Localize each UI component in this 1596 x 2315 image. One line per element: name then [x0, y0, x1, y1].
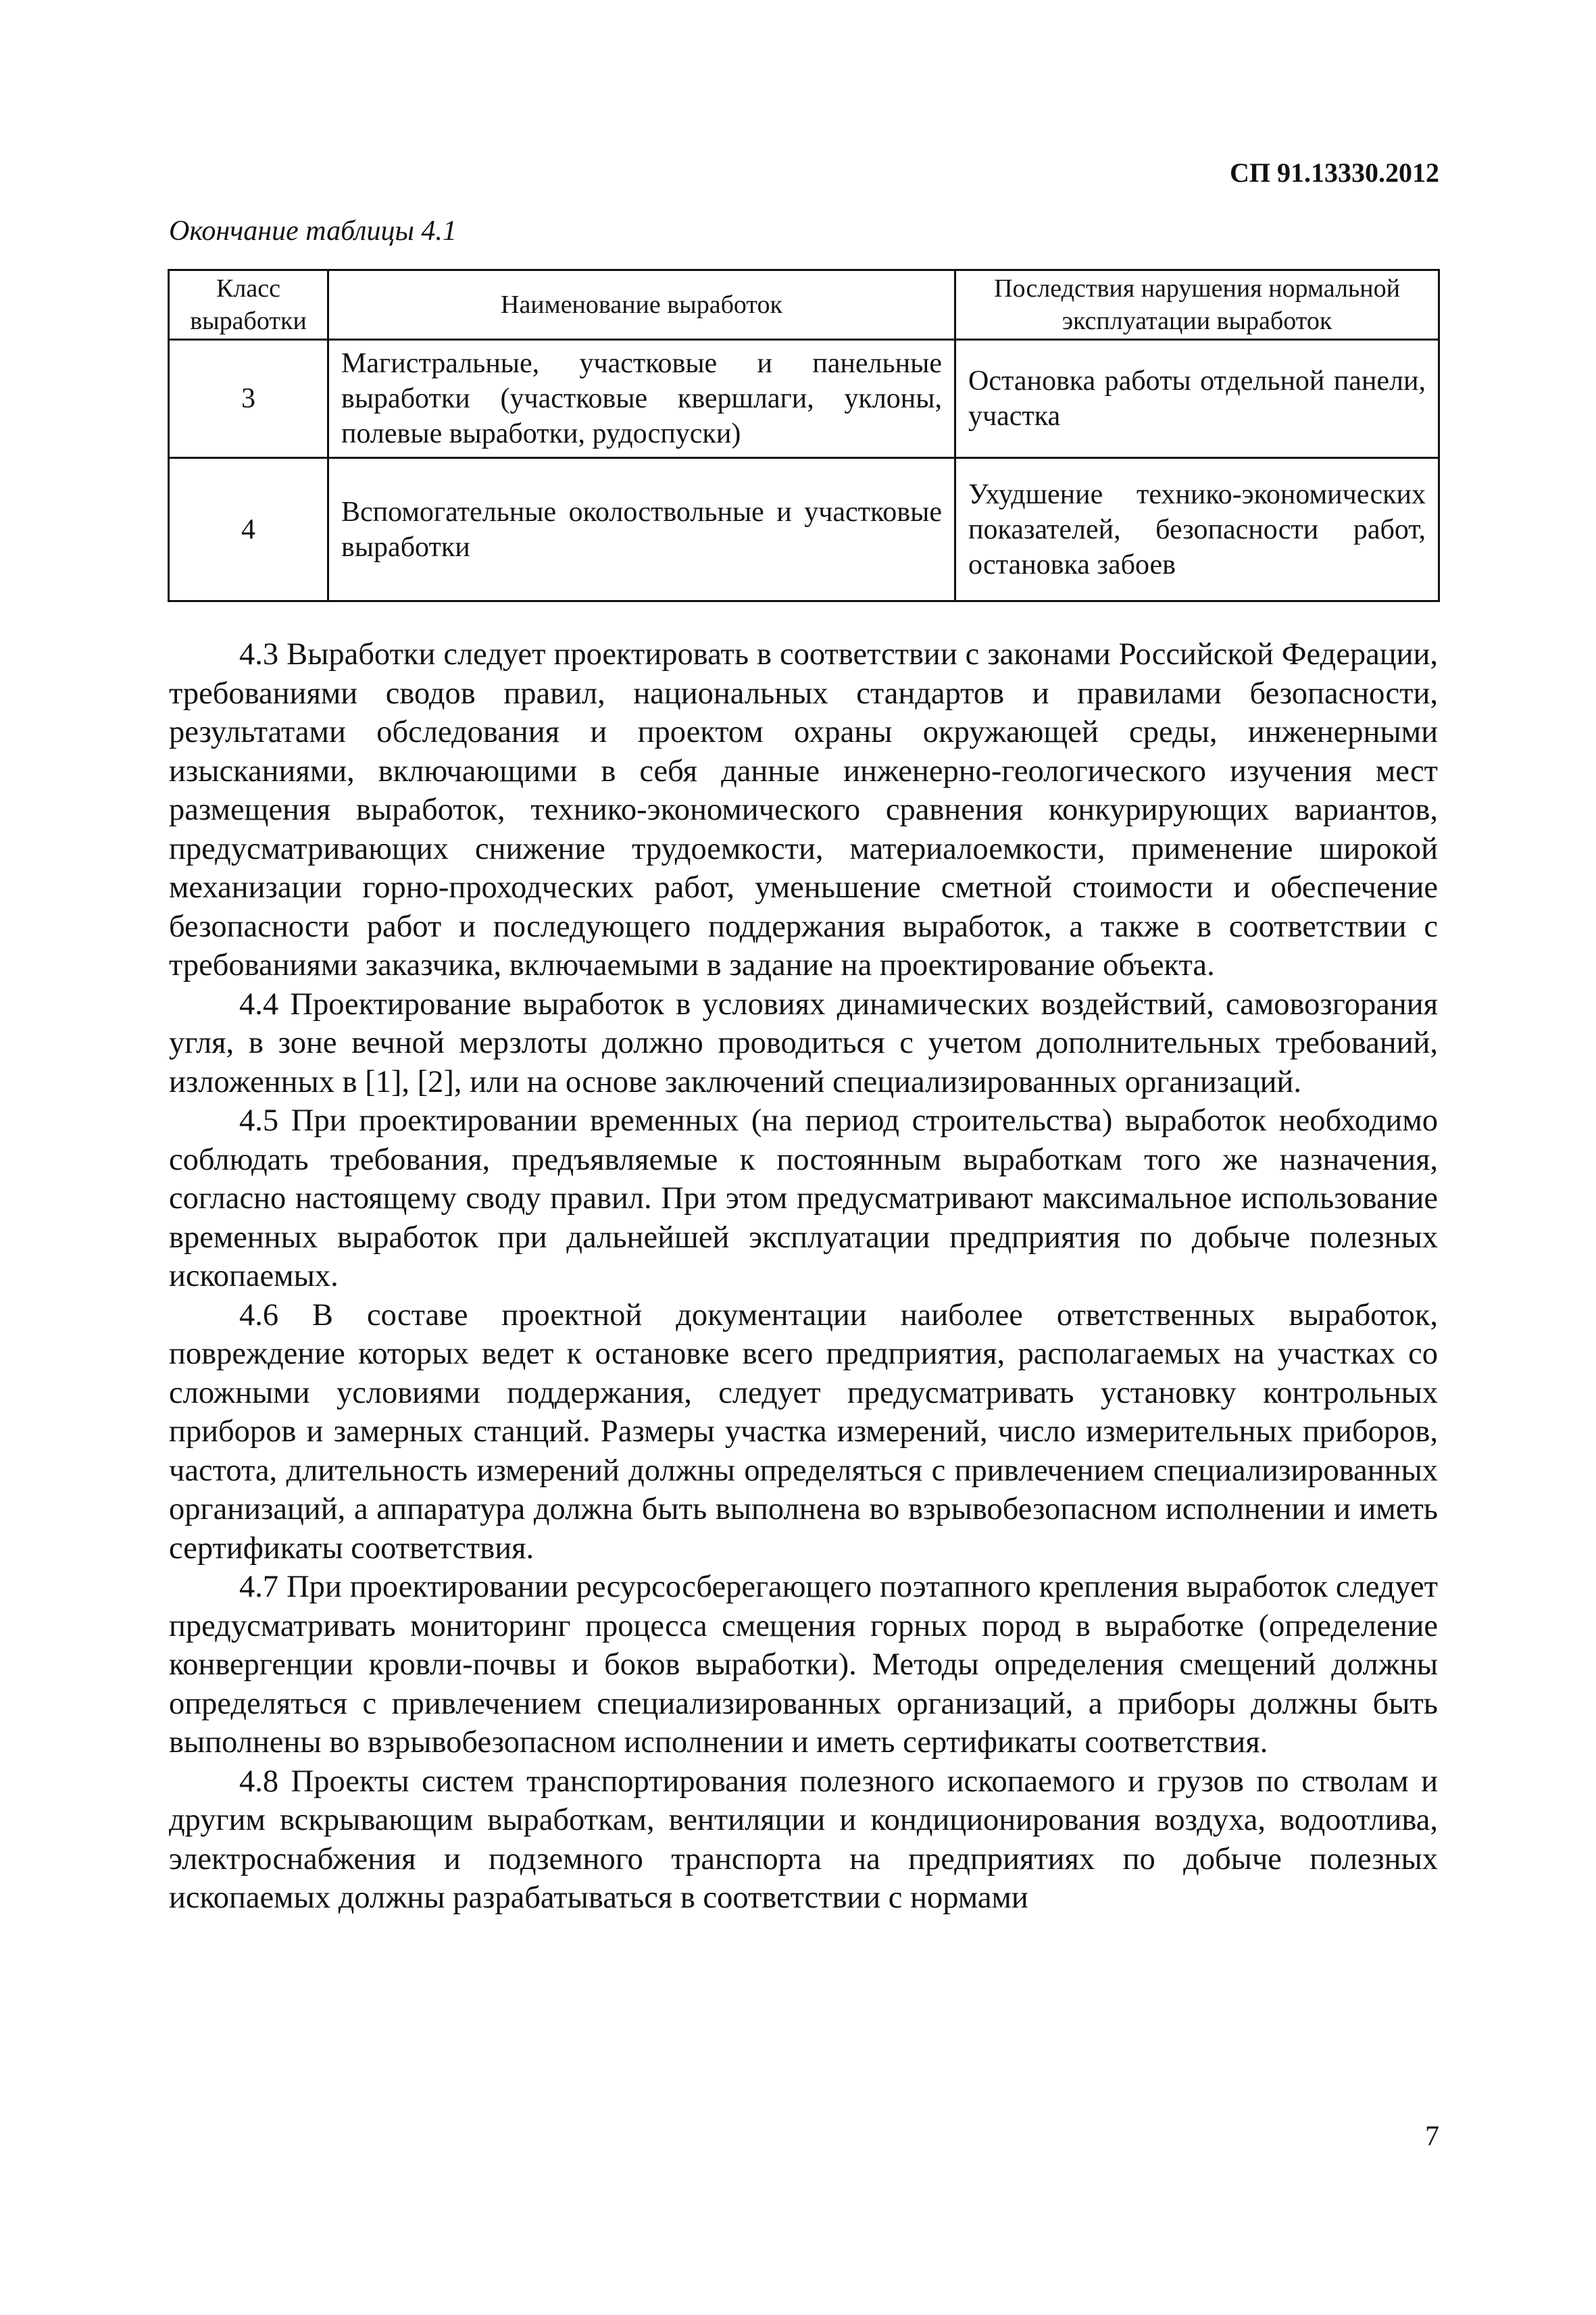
- column-header-class: Класс выработки: [169, 270, 328, 340]
- paragraph-4-5: 4.5 При проектировании временных (на период строительства) выработок необходимо соблюдать требования, предъявляемые к постоянным выработкам того же назначения, согласно настоящему своду правил. При этом предусматривают максимальное использование временных выработок при дальнейшей эксплуатации предприятия по добыче полезных ископаемых.: [169, 1103, 1438, 1293]
- table-row: [169, 340, 1439, 458]
- column-header-consequence: Последствия нарушения нормальной эксплуатации выработок: [955, 270, 1439, 340]
- page-number: 7: [1425, 2121, 1439, 2152]
- paragraph-4-7: 4.7 При проектировании ресурсосберегающего поэтапного крепления выработок следует предусматривать мониторинг процесса смещения горных пород в выработке (определение конвергенции кровли-почвы и боков выработки). Методы определения смещений должны определяться с привлечением специализированных организаций, а приборы должны быть выполнены во взрывобезопасном исполнении и иметь сертификаты соответствия.: [169, 1570, 1438, 1760]
- body-text: [169, 635, 1438, 1918]
- cell-consequence: Ухудшение технико-экономических показателей, безопасности работ, остановка забоев: [955, 458, 1439, 601]
- cell-name: Вспомогательные околоствольные и участковые выработки: [328, 458, 955, 601]
- paragraph-4-8: 4.8 Проекты систем транспортирования полезного ископаемого и грузов по стволам и другим вскрывающим выработкам, вентиляции и кондиционирования воздуха, водоотлива, электроснабжения и подземного транспорта на предприятиях по добыче полезных ископаемых должны разрабатываться в соответствии с нормами: [169, 1764, 1438, 1915]
- table-row: [169, 458, 1439, 601]
- table-caption: Окончание таблицы 4.1: [169, 216, 457, 247]
- paragraph-4-6: 4.6 В составе проектной документации наиболее ответственных выработок, повреждение которых ведет к остановке всего предприятия, располагаемых на участках со сложными условиями поддержания, следует предусматривать установку контрольных приборов и замерных станций. Размеры участка измерений, число измерительных приборов, частота, длительность измерений должны определяться с привлечением специализированных организаций, а аппаратура должна быть выполнена во взрывобезопасном исполнении и иметь сертификаты соответствия.: [169, 1297, 1438, 1566]
- column-header-name: Наименование выработок: [328, 270, 955, 340]
- cell-name: Магистральные, участковые и панельные выработки (участковые квершлаги, уклоны, полевые выработки, рудоспуски): [328, 340, 955, 458]
- document-code: СП 91.13330.2012: [1230, 157, 1439, 188]
- cell-class: 4: [169, 458, 328, 601]
- table-header-row: [169, 270, 1439, 340]
- paragraph-4-4: 4.4 Проектирование выработок в условиях динамических воздействий, самовозгорания угля, в зоне вечной мерзлоты должно проводиться с учетом дополнительных требований, изложенных в [1], [2], или на основе заключений специализированных организаций.: [169, 987, 1438, 1099]
- classification-table: [168, 269, 1440, 602]
- paragraph-4-3: 4.3 Выработки следует проектировать в соответствии с законами Российской Федерации, требованиями сводов правил, национальных стандартов и правилами безопасности, результатами обследования и проектом охраны окружающей среды, инженерными изысканиями, включающими в себя данные инженерно-геологического изучения мест размещения выработок, технико-экономического сравнения конкурирующих вариантов, предусматривающих снижение трудоемкости, материалоемкости, применение широкой механизации горно-проходческих работ, уменьшение сметной стоимости и обеспечение безопасности работ и последующего поддержания выработок, а также в соответствии с требованиями заказчика, включаемыми в задание на проектирование объекта.: [169, 637, 1438, 982]
- cell-class: 3: [169, 340, 328, 458]
- cell-consequence: Остановка работы отдельной панели, участка: [955, 340, 1439, 458]
